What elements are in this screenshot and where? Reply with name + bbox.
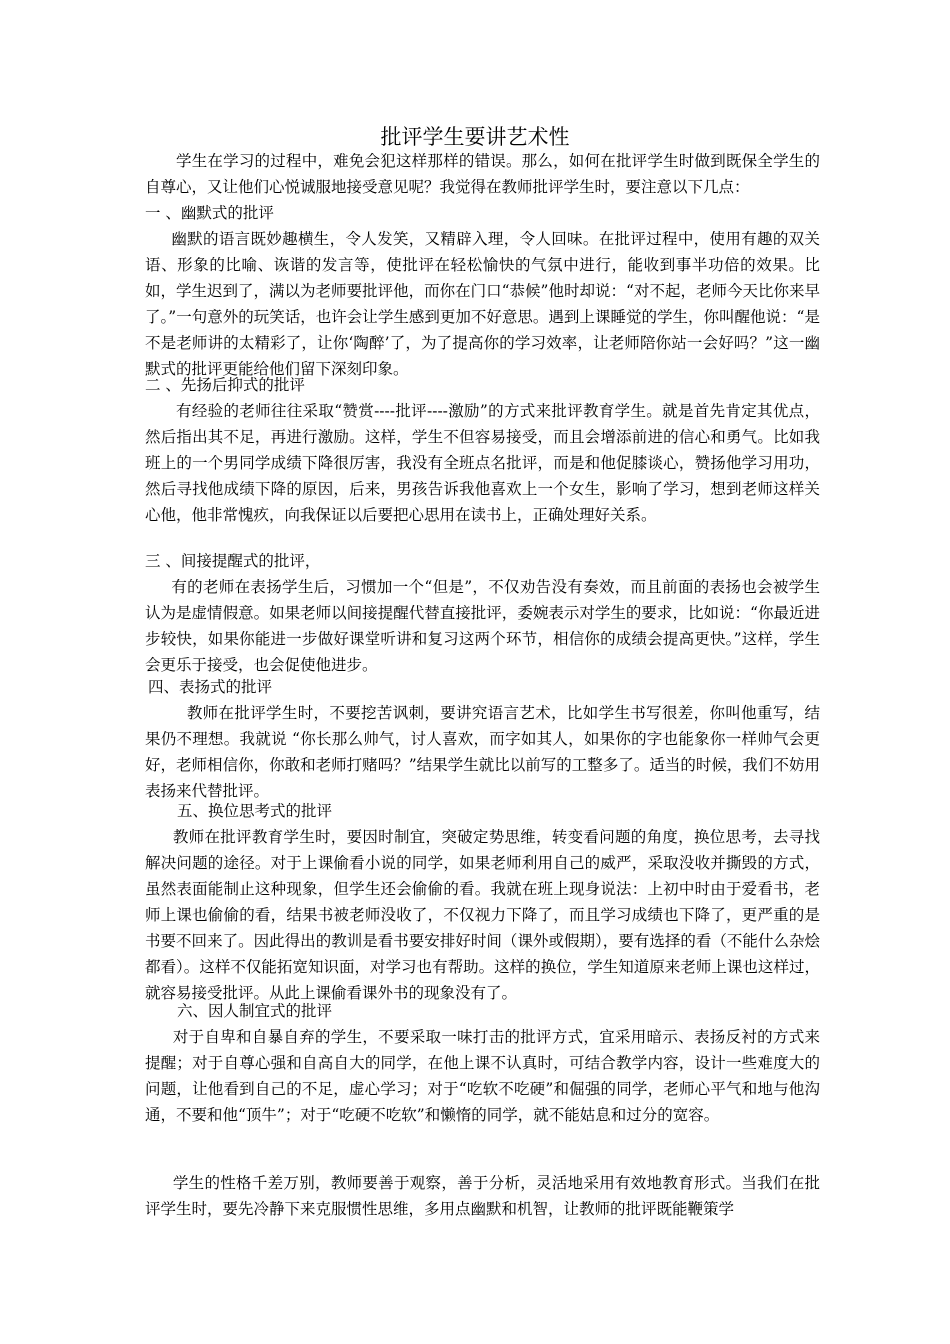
section-5-heading: 五、换位思考式的批评 [177,802,333,820]
section-6-heading: 六、因人制宜式的批评 [177,1002,333,1020]
section-4-body [145,700,820,804]
section-6-body [145,1024,820,1128]
section-2-body [145,398,820,528]
conclusion-paragraph [145,1170,820,1222]
section-2-text: 有经验的老师往往采取“赞赏----批评----激励”的方式来批评教育学生。就是首先肯定其优点，然后指出其不足，再进行激励。这样，学生不但容易接受，而且会增添前进的信心和勇气。比如我班上的一个男同学成绩下降很厉害，我没有全班点名批评，而是和他促膝谈心，赞扬他学习用功，然后寻找他成绩下降的原因，后来，男孩告诉我他喜欢上一个女生，影响了学习，想到老师这样关心他，他非常愧疚，向我保证以后要把心思用在读书上，正确处理好关系。 [145,402,820,524]
intro-text: 学生在学习的过程中，难免会犯这样那样的错误。那么，如何在批评学生时做到既保全学生的自尊心，又让他们心悦诚服地接受意见呢？我觉得在教师批评学生时，要注意以下几点： [145,152,820,196]
intro-paragraph [145,148,820,200]
section-1-text: 幽默的语言既妙趣横生，令人发笑，又精辟入理，令人回味。在批评过程中，使用有趣的双关语、形象的比喻、诙谐的发言等，使批评在轻松愉快的气氛中进行，能收到事半功倍的效果。比如，学生迟到了，满以为老师要批评他，而你在门口“恭候”他时却说：“对不起，老师今天比你来早了。”一句意外的玩笑话，也许会让学生感到更加不好意思。遇到上课睡觉的学生，你叫醒他说：“是不是老师讲的太精彩了，让你‘陶醉’了，为了提高你的学习效率，让老师陪你站一会好吗？”这一幽默式的批评更能给他们留下深刻印象。 [145,230,820,378]
section-1-body [145,226,820,382]
document-title: 批评学生要讲艺术性 [380,125,570,149]
section-5-text: 教师在批评教育学生时，要因时制宜，突破定势思维，转变看问题的角度，换位思考，去寻找解决问题的途径。对于上课偷看小说的同学，如果老师利用自己的威严，采取没收并撕毁的方式，虽然表面能制止这种现象，但学生还会偷偷的看。我就在班上现身说法：上初中时由于爱看书，老师上课也偷偷的看，结果书被老师没收了，不仅视力下降了，而且学习成绩也下降了，更严重的是书要不回来了。因此得出的教训是看书要安排好时间（课外或假期），要有选择的看（不能什么杂烩都看）。这样不仅能拓宽知识面，对学习也有帮助。这样的换位，学生知道原来老师上课也这样过，就容易接受批评。从此上课偷看课外书的现象没有了。 [145,828,820,1002]
section-3-text: 有的老师在表扬学生后，习惯加一个“但是”，不仅劝告没有奏效，而且前面的表扬也会被学生认为是虚情假意。如果老师以间接提醒代替直接批评，委婉表示对学生的要求，比如说：“你最近进步较快，如果你能进一步做好课堂听讲和复习这两个环节，相信你的成绩会提高更快。”这样，学生会更乐于接受，也会促使他进步。 [145,578,820,674]
section-3-body [145,574,820,678]
conclusion-text: 学生的性格千差万别，教师要善于观察，善于分析，灵活地采用有效地教育形式。当我们在批评学生时，要先冷静下来克服惯性思维，多用点幽默和机智，让教师的批评既能鞭策学 [145,1174,820,1218]
section-4-text: 教师在批评学生时，不要挖苦讽刺，要讲究语言艺术，比如学生书写很差，你叫他重写，结果仍不理想。我就说 “你长那么帅气，讨人喜欢，而字如其人，如果你的字也能象你一样帅气会更好，老师相信你，你敢和老师打赌吗？”结果学生就比以前写的工整多了。适当的时候，我们不妨用表扬来代替批评。 [145,704,820,800]
section-1-heading: 一 、幽默式的批评 [145,204,274,222]
section-6-text: 对于自卑和自暴自弃的学生，不要采取一味打击的批评方式，宜采用暗示、表扬反衬的方式来提醒；对于自尊心强和自高自大的同学，在他上课不认真时，可结合教学内容，设计一些难度大的问题，让他看到自己的不足，虚心学习；对于“吃软不吃硬”和倔强的同学，老师心平气和地与他沟通，不要和他“顶牛”；对于“吃硬不吃软”和懒惰的同学，就不能姑息和过分的宽容。 [145,1028,820,1124]
section-5-body [145,824,820,1006]
section-4-heading: 四、表扬式的批评 [148,678,273,696]
section-3-heading: 三 、间接提醒式的批评， [145,552,321,570]
section-2-heading: 二 、先扬后抑式的批评 [145,376,305,394]
